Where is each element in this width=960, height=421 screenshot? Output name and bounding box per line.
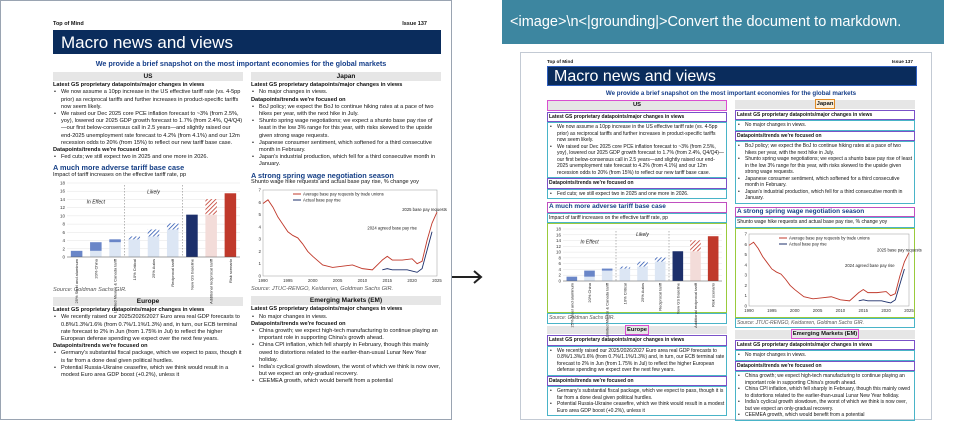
- y-tick-label: 3: [744, 272, 747, 278]
- list-item: • We recently raised our 2025/2026/2027 Euro area real GDP forecasts to 0.8%/1.3%/1.6% (from 0.7%/1.1%/1.3%) and, in turn, our ECB terminal rate forecast to 2% in Jun (from 1.75% in Jul) to reflect the higher European defense spending we expect over the next few years.: [53, 314, 243, 343]
- x-tick-label: 25% Steel and aluminum: [74, 258, 80, 304]
- document-title: Macro news and views: [53, 30, 441, 54]
- bar: [620, 267, 631, 269]
- em-latest-heading: Latest GS proprietary datapoints/major changes in views: [735, 340, 915, 351]
- us-trends-list: [547, 189, 727, 200]
- prompt-banner: <image>\n<|grounding|>Convert the document to markdown.: [502, 0, 944, 44]
- japan-trends-list: [251, 104, 441, 169]
- x-tick-label: 1990: [258, 278, 268, 284]
- y-tick-label: 2: [558, 272, 561, 278]
- y-tick-label: 6: [558, 261, 561, 267]
- annotation: 2025 base pay requests: [402, 206, 447, 212]
- list-item: • We recently raised our 2025/2026/2027 Euro area real GDP forecasts to 0.8%/1.3%/1.6% (from 0.7%/1.1%/1.3%) and, in turn, our ECB terminal rate forecast to 2% in Jun (from 1.75% in Jul) to reflect the higher European defense spending we expect over the next few years.: [549, 348, 725, 374]
- japan-latest-heading: Latest GS proprietary datapoints/major changes in views: [251, 82, 403, 89]
- annotation: 2025 base pay requests: [877, 246, 922, 252]
- x-tick-label: 20% China: [93, 258, 99, 279]
- document-header: [521, 53, 931, 64]
- us-chart-source: Source: Goldman Sachs GIR.: [547, 313, 727, 324]
- japan-trends-heading: Datapoints/trends we're focused on: [735, 131, 915, 142]
- x-tick-label: 2015: [858, 307, 869, 313]
- europe-latest-heading: Latest GS proprietary datapoints/major changes in views: [53, 307, 205, 314]
- x-tick-label: 2000: [789, 307, 800, 313]
- x-tick-label: 2020: [881, 307, 891, 313]
- list-item: • China growth; we expect high-tech manufacturing to continue playing an important role in supporting China's growth ahead.: [251, 328, 441, 342]
- x-tick-label: 2010: [835, 307, 846, 313]
- bar: [637, 262, 648, 267]
- bar-base: [584, 277, 595, 281]
- y-tick-label: 0: [62, 254, 65, 260]
- list-item: • Fed cuts; we still expect two in 2025 and one more in 2026.: [549, 191, 725, 198]
- y-tick-label: 10: [59, 213, 65, 219]
- list-item: • We raised our Dec 2025 core PCE inflation forecast to ~3% (from 2.5%, yoy), lowered our 2025 GDP growth forecast to 1.7% (from 2.4%, Q4/Q4)—our first below-consensus call in 2.5 years—and slightly raised our end-2025 unemployment rate forecast to 4.2% (from 4.1%) and our 12m recession odds to 20% (from 15%) to reflect our new tariff base case.: [549, 144, 725, 177]
- y-tick-label: 2: [744, 282, 747, 288]
- bar: [148, 229, 160, 236]
- japan-chart-source: Source: JTUC-RENGO, Keidanren, Goldman Sachs GIR.: [735, 318, 915, 329]
- y-tick-label: 6: [62, 229, 65, 235]
- japan-chart-subtitle: Shunto wage hike requests and actual base pay rise, % change yoy: [735, 217, 915, 228]
- x-tick-label: Additional reciprocal tariff: [208, 258, 214, 304]
- list-item: • India's cyclical growth slowdown, the worst of which we think is now over, but we expect an only-gradual recovery.: [737, 399, 913, 412]
- wage-line-chart: [737, 230, 922, 316]
- bar: [655, 257, 666, 261]
- list-item: • We now assume a 10pp increase in the US effective tariff rate (vs. 4-5pp prior) as reciprocal tariffs and further increases in product-specific tariffs now seem likely.: [53, 89, 243, 111]
- us-chart-source: Source: Goldman Sachs GIR.: [53, 286, 127, 293]
- us-trends-heading: Datapoints/trends we're focused on: [547, 178, 727, 189]
- group-label: Likely: [636, 232, 649, 239]
- header-left: Top of Mind: [547, 59, 574, 64]
- us-latest-heading: Latest GS proprietary datapoints/major changes in views: [53, 82, 205, 89]
- x-tick-label: 2005: [332, 278, 343, 284]
- list-item: • Potential Russia-Ukraine ceasefire, which we think would result in a modest Euro area GDP boost (+0.2%), unless it: [53, 365, 243, 379]
- document-subtitle: We provide a brief snapshot on the most important economies for the global markets: [95, 59, 387, 68]
- japan-chart-title: A strong spring wage negotiation season: [251, 170, 394, 180]
- y-tick-label: 2: [62, 246, 65, 252]
- em-heading: Emerging Markets (EM): [251, 296, 441, 305]
- bar: [690, 240, 701, 251]
- annotation: 2024 agreed base pay rise: [367, 225, 417, 231]
- us-chart-title: A much more adverse tariff base case: [547, 202, 727, 213]
- y-tick-label: 8: [62, 221, 65, 227]
- legend-label: Actual base pay rise: [789, 241, 827, 246]
- y-tick-label: 4: [62, 237, 65, 243]
- japan-chart-title: A strong spring wage negotiation season: [735, 207, 915, 218]
- y-tick-label: 0: [258, 273, 261, 279]
- list-item: • China CPI inflation, which fell sharply in February, though this mainly owed to distortions related to the earlier-than-usual Lunar New Year holiday.: [251, 342, 441, 364]
- x-tick-label: 10% Critical: [131, 258, 137, 281]
- list-item: • BoJ policy; we expect the BoJ to continue hiking rates at a pace of two hikes per year, with the next hike in July.: [737, 143, 913, 156]
- x-tick-label: 10% Critical: [622, 283, 628, 305]
- bar: [205, 199, 217, 215]
- list-item: • Japanese consumer sentiment, which softened for a third consecutive month in February.: [251, 140, 441, 154]
- bar-base: [167, 229, 179, 257]
- us-latest-list: [53, 89, 243, 147]
- y-tick-label: 1: [258, 261, 261, 267]
- y-tick-label: 4: [558, 266, 561, 272]
- bar-base: [129, 239, 141, 257]
- y-tick-label: 14: [59, 196, 65, 202]
- europe-trends-list: [547, 386, 727, 416]
- source-document-page: [0, 0, 452, 420]
- x-tick-label: 2020: [407, 278, 417, 284]
- y-tick-label: 7: [744, 231, 747, 236]
- document-title: Macro news and views: [547, 66, 917, 86]
- y-tick-label: 18: [59, 180, 65, 186]
- list-item: • Germany's substantial fiscal package, which we expect to pass, though it is far from a done deal given political hurdles.: [549, 388, 725, 401]
- bar-base: [637, 267, 648, 281]
- list-item: • CEEMEA growth, which would benefit from a potential: [251, 378, 441, 385]
- header-right: Issue 137: [402, 21, 427, 27]
- europe-latest-list: [547, 346, 727, 376]
- group-label: In Effect: [580, 239, 599, 246]
- group-label: Likely: [147, 189, 160, 196]
- list-item: • Japan's industrial production, which fell for a third consecutive month in January.: [737, 189, 913, 202]
- legend-label: Average base pay requests by trade unions: [303, 191, 384, 197]
- bar: [167, 223, 179, 229]
- us-chart-subtitle: Impact of tariff increases on the effective tariff rate, pp: [53, 171, 187, 178]
- bar: [602, 269, 613, 271]
- list-item: • We now assume a 10pp increase in the US effective tariff rate (vs. 4-5pp prior) as reciprocal tariffs and further increases in product-specific tariffs now seem likely.: [549, 124, 725, 144]
- us-chart-title: A much more adverse tariff base case: [53, 163, 185, 173]
- y-tick-label: 4: [258, 224, 261, 230]
- us-column: [547, 100, 727, 421]
- x-tick-label: 2025: [432, 278, 442, 284]
- document-subtitle: We provide a brief snapshot on the most important economies for the global markets: [605, 90, 857, 97]
- document-header: [1, 1, 451, 27]
- em-heading: Emerging Markets (EM): [792, 331, 858, 337]
- us-latest-list: [547, 122, 727, 178]
- wage-chart: [735, 228, 922, 318]
- bar: [90, 242, 102, 251]
- list-item: • China growth; we expect high-tech manufacturing to continue playing an important role in supporting China's growth ahead.: [737, 373, 913, 386]
- europe-heading: Europe: [53, 297, 243, 306]
- y-tick-label: 3: [258, 236, 261, 242]
- y-tick-label: 1: [744, 292, 747, 298]
- japan-heading-row: [735, 100, 915, 109]
- x-tick-label: Additional reciprocal tariff: [693, 283, 698, 328]
- us-chart-subtitle: Impact of tariff increases on the effective tariff rate, pp: [547, 213, 727, 224]
- x-tick-label: Limited Mexico & Canada tariff: [112, 258, 118, 314]
- x-tick-label: 1990: [744, 307, 754, 313]
- bar-base: [655, 262, 666, 281]
- us-trends-list: [53, 154, 243, 161]
- wage-chart: [251, 186, 447, 286]
- em-trends-list: [251, 328, 441, 386]
- x-tick-label: Risk scenario: [710, 283, 716, 308]
- header-left: Top of Mind: [53, 21, 84, 27]
- list-item: • China CPI inflation, which fell sharply in February, though this mainly owed to distortions related to the earlier-than-usual Lunar New Year holiday.: [737, 386, 913, 399]
- annotation: 2024 agreed base pay rise: [845, 262, 895, 268]
- em-trends-heading: Datapoints/trends we're focused on: [251, 320, 346, 327]
- list-item: • Shunto spring wage negotiations; we expect a shunto base pay rise of least in the low 3% range for this year, with risks skewed to the upside given strong wage requests.: [251, 118, 441, 140]
- list-item: • No major changes in views.: [737, 122, 913, 129]
- japan-trends-list: [735, 141, 915, 204]
- y-tick-label: 14: [555, 238, 561, 244]
- bar: [225, 193, 237, 257]
- y-tick-label: 6: [744, 241, 747, 247]
- top-columns: [53, 72, 447, 386]
- europe-trends-list: [53, 350, 243, 379]
- bar-base: [620, 269, 631, 281]
- y-tick-label: 0: [744, 303, 747, 308]
- x-tick-label: 2010: [357, 278, 368, 284]
- us-heading: US: [547, 100, 727, 111]
- legend-label: Actual base pay rise: [303, 197, 341, 203]
- x-tick-label: New GS baseline: [189, 258, 195, 290]
- x-tick-label: 1995: [283, 278, 293, 284]
- us-column: [53, 72, 243, 386]
- x-tick-label: Reciprocal tariff: [170, 258, 176, 287]
- y-tick-label: 16: [59, 188, 65, 194]
- x-tick-label: 25% Autos: [151, 258, 156, 278]
- top-columns: [547, 100, 922, 421]
- list-item: • CEEMEA growth, which would benefit from a potential: [737, 412, 913, 419]
- bar-base: [205, 214, 217, 256]
- bar: [186, 214, 198, 256]
- y-tick-label: 10: [555, 249, 561, 255]
- europe-latest-heading: Latest GS proprietary datapoints/major changes in views: [547, 335, 727, 346]
- wage-line-chart: [251, 186, 447, 286]
- x-tick-label: 2015: [382, 278, 393, 284]
- em-latest-list: [251, 314, 441, 321]
- em-heading-row: [735, 330, 915, 339]
- bar-base: [90, 251, 102, 257]
- europe-trends-heading: Datapoints/trends we're focused on: [53, 343, 148, 350]
- list-item: • No major changes in views.: [251, 89, 441, 96]
- em-trends-heading: Datapoints/trends we're focused on: [735, 361, 915, 372]
- y-tick-label: 18: [555, 226, 561, 232]
- header-right: Issue 137: [891, 59, 913, 64]
- bar-base: [109, 242, 121, 257]
- list-item: • Shunto spring wage negotiations; we expect a shunto base pay rise of least in the low 3% range for this year, with risks skewed to the upside given strong wage requests.: [737, 156, 913, 176]
- x-tick-label: 2000: [307, 278, 318, 284]
- list-item: • Japanese consumer sentiment, which softened for a third consecutive month in February.: [737, 176, 913, 189]
- bar-base: [148, 236, 160, 257]
- x-tick-label: Reciprocal tariff: [657, 283, 663, 311]
- europe-latest-list: [53, 314, 243, 343]
- list-item: • Germany's substantial fiscal package, which we expect to pass, though it is far from a done deal given political hurdles.: [53, 350, 243, 364]
- x-tick-label: 20% China: [587, 283, 592, 303]
- bar: [109, 239, 121, 242]
- grounded-document-page: [520, 52, 932, 420]
- list-item: • We raised our Dec 2025 core PCE inflation forecast to ~3% (from 2.5%, yoy), lowered our 2025 GDP growth forecast to 1.7% (from 2.4%, Q4/Q4)—our first below-consensus call in 2.5 years—and slightly raised our end-2025 unemployment rate forecast to 4.2% (from 4.1%) and our 12m recession odds to 20% (from 15%) to reflect our new tariff base case.: [53, 111, 243, 147]
- x-tick-label: New GS baseline: [675, 283, 681, 314]
- y-tick-label: 0: [558, 278, 561, 284]
- bar: [673, 251, 684, 281]
- x-tick-label: 1995: [767, 307, 777, 313]
- y-tick-label: 6: [258, 199, 261, 205]
- list-item: • India's cyclical growth slowdown, the worst of which we think is now over, but we expect an only-gradual recovery.: [251, 364, 441, 378]
- japan-latest-list: [251, 89, 441, 96]
- us-latest-heading: Latest GS proprietary datapoints/major changes in views: [547, 112, 727, 123]
- y-tick-label: 7: [258, 187, 261, 193]
- legend-label: Average base pay requests by trade unions: [789, 235, 870, 240]
- japan-latest-list: [735, 120, 915, 131]
- x-tick-label: 2005: [812, 307, 823, 313]
- japan-chart-source: Source: JTUC-RENGO, Keidanren, Goldman Sachs GIR.: [251, 286, 394, 293]
- list-item: • BoJ policy; we expect the BoJ to continue hiking rates at a pace of two hikes per year, with the next hike in July.: [251, 104, 441, 118]
- europe-heading: Europe: [627, 326, 647, 333]
- x-tick-label: Risk scenario: [227, 258, 233, 283]
- japan-latest-heading: Latest GS proprietary datapoints/major changes in views: [735, 110, 915, 121]
- y-tick-label: 16: [555, 232, 561, 238]
- list-item: • Japan's industrial production, which fell for a third consecutive month in January.: [251, 154, 441, 168]
- em-latest-heading: Latest GS proprietary datapoints/major changes in views: [251, 306, 403, 313]
- x-tick-label: 25% Steel and aluminum: [569, 283, 575, 328]
- bar: [584, 271, 595, 277]
- y-tick-label: 5: [258, 212, 261, 218]
- japan-trends-heading: Datapoints/trends we're focused on: [251, 96, 346, 103]
- y-tick-label: 2: [258, 248, 261, 254]
- y-tick-label: 5: [744, 251, 747, 257]
- y-tick-label: 12: [555, 243, 561, 249]
- europe-trends-heading: Datapoints/trends we're focused on: [547, 376, 727, 387]
- em-latest-list: [735, 350, 915, 361]
- bar: [129, 236, 141, 239]
- list-item: • Potential Russia-Ukraine ceasefire, which we think would result in a modest Euro area GDP boost (+0.2%), unless it: [549, 401, 725, 414]
- list-item: • Fed cuts; we still expect two in 2025 and one more in 2026.: [53, 154, 243, 161]
- y-tick-label: 12: [59, 205, 65, 211]
- japan-heading: Japan: [816, 101, 834, 107]
- list-item: • No major changes in views.: [251, 314, 441, 321]
- us-heading: US: [53, 72, 243, 81]
- list-item: • No major changes in views.: [737, 352, 913, 359]
- japan-heading: Japan: [251, 72, 441, 81]
- x-tick-label: 25% Autos: [640, 283, 645, 303]
- japan-chart-subtitle: Shunto wage hike requests and actual base pay rise, % change yoy: [251, 178, 419, 185]
- x-tick-label: Limited Mexico & Canada tariff: [604, 283, 610, 338]
- bar-base: [690, 251, 701, 281]
- us-trends-heading: Datapoints/trends we're focused on: [53, 147, 148, 154]
- bar: [71, 251, 83, 257]
- arrow-icon: [452, 0, 520, 420]
- group-label: In Effect: [86, 199, 106, 206]
- bar: [567, 277, 578, 281]
- japan-column: [735, 100, 922, 421]
- x-tick-label: 2025: [904, 307, 914, 313]
- y-tick-label: 4: [744, 261, 747, 267]
- bar-base: [602, 271, 613, 281]
- bar: [708, 236, 719, 281]
- y-tick-label: 8: [558, 255, 561, 261]
- japan-column: [251, 72, 447, 386]
- em-trends-list: [735, 371, 915, 421]
